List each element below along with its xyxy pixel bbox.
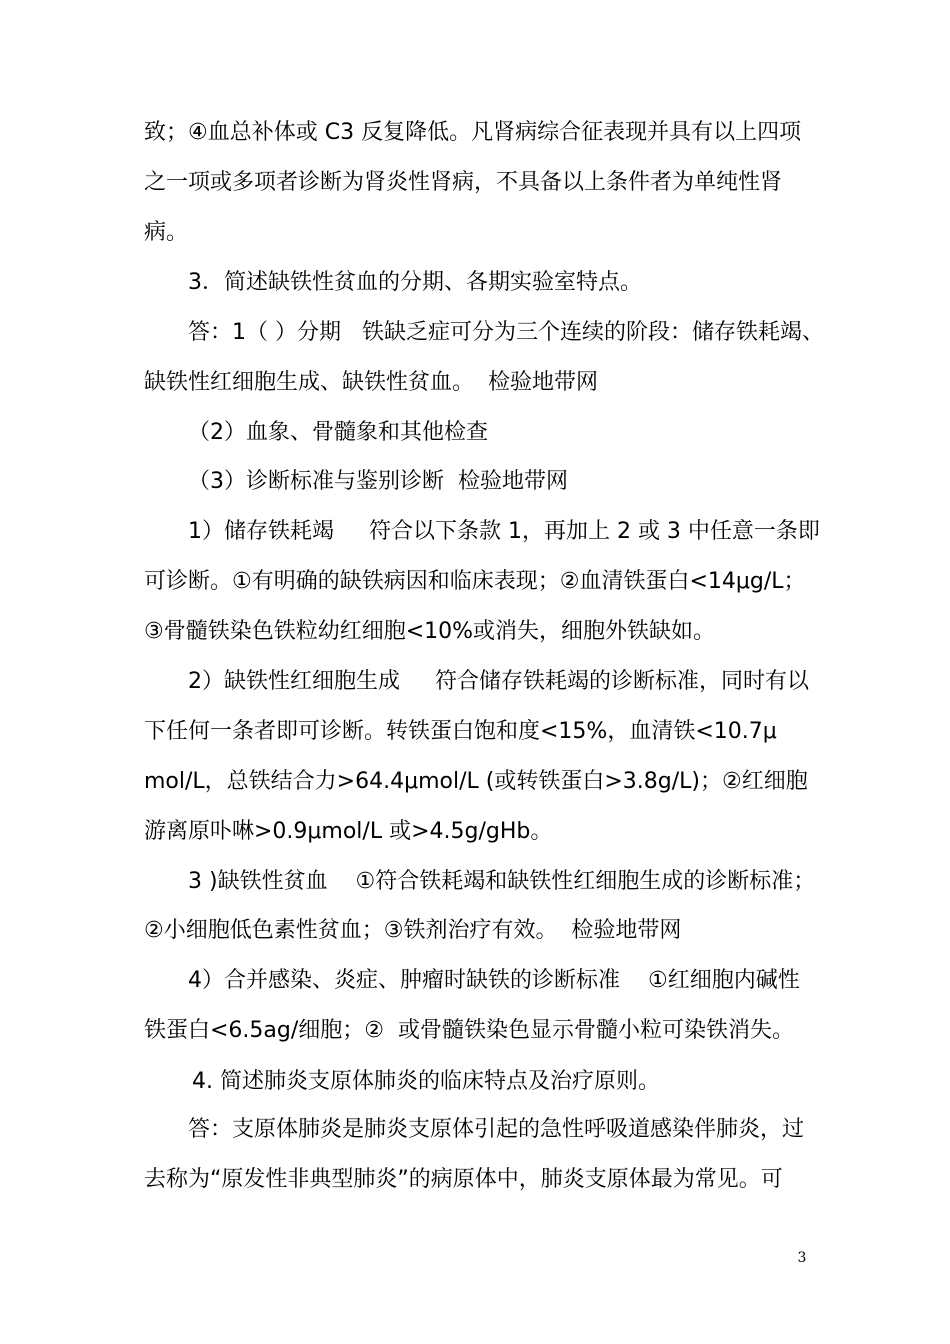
text-line: 游离原卟啉>0.9μmol/L 或>4.5g/gHb。 bbox=[144, 819, 553, 844]
text-line: 缺铁性红细胞生成、缺铁性贫血。 检验地带网 bbox=[144, 370, 598, 395]
text-line: 3 )缺铁性贫血 ①符合铁耗竭和缺铁性红细胞生成的诊断标准； bbox=[188, 869, 816, 894]
text-line: 铁蛋白<6.5ag/细胞；② 或骨髓铁染色显示骨髓小粒可染铁消失。 bbox=[144, 1018, 794, 1043]
text-line: 1）储存铁耗竭 符合以下条款 1，再加上 2 或 3 中任意一条即 bbox=[188, 519, 820, 544]
text-line: 下任何一条者即可诊断。转铁蛋白饱和度<15%，血清铁<10.7μ bbox=[144, 719, 777, 744]
text-line: 4）合并感染、炎症、肿瘤时缺铁的诊断标准 ①红细胞内碱性 bbox=[188, 968, 800, 993]
text-line: 答：支原体肺炎是肺炎支原体引起的急性呼吸道感染伴肺炎，过 bbox=[188, 1117, 805, 1142]
text-line: 2）缺铁性红细胞生成 符合储存铁耗竭的诊断标准，同时有以 bbox=[188, 669, 809, 694]
text-line: （3）诊断标准与鉴别诊断 检验地带网 bbox=[188, 469, 568, 494]
text-line: 答：1（ ）分期 铁缺乏症可分为三个连续的阶段：储存铁耗竭、 bbox=[188, 320, 824, 345]
text-line: 病。 bbox=[144, 220, 189, 245]
text-line: 可诊断。①有明确的缺铁病因和临床表现；②血清铁蛋白<14μg/L； bbox=[144, 569, 806, 594]
text-line: 致；④血总补体或 C3 反复降低。凡肾病综合征表现并具有以上四项 bbox=[144, 120, 802, 145]
section-heading: 3．简述缺铁性贫血的分期、各期实验室特点。 bbox=[188, 270, 642, 295]
section-heading: 4. 简述肺炎支原体肺炎的临床特点及治疗原则。 bbox=[192, 1069, 660, 1094]
text-line: ③骨髓铁染色铁粒幼红细胞<10%或消失，细胞外铁缺如。 bbox=[144, 619, 716, 644]
text-line: ②小细胞低色素性贫血；③铁剂治疗有效。 检验地带网 bbox=[144, 918, 682, 943]
text-line: （2）血象、骨髓象和其他检查 bbox=[188, 420, 488, 445]
page-number: 3 bbox=[797, 1250, 807, 1266]
text-line: 之一项或多项者诊断为肾炎性肾病，不具备以上条件者为单纯性肾 bbox=[144, 170, 783, 195]
text-line: 去称为“原发性非典型肺炎”的病原体中，肺炎支原体最为常见。可 bbox=[144, 1167, 783, 1192]
text-line: mol/L，总铁结合力>64.4μmol/L (或转铁蛋白>3.8g/L)；②红细胞 bbox=[144, 769, 808, 794]
